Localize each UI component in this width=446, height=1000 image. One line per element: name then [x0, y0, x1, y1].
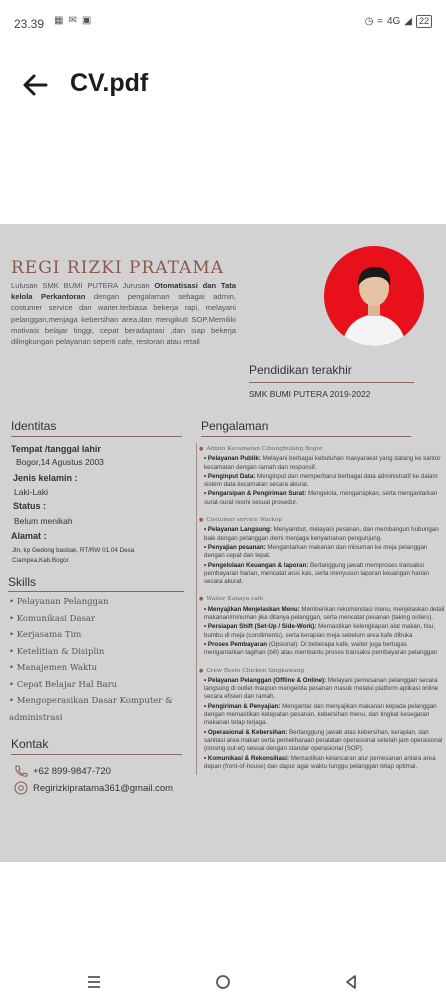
- wifi-icon: ≈: [377, 16, 383, 27]
- skills-list: [9, 597, 189, 729]
- skill-item: • Manajemen Waktu: [9, 663, 98, 673]
- contact-email: Regirizkipratama361@gmail.com: [33, 782, 174, 794]
- experience-item: [204, 703, 445, 728]
- experience-item: [204, 473, 445, 490]
- gender-value: Laki-Laki: [14, 487, 49, 497]
- status-bar: [0, 0, 446, 40]
- experience-item: [204, 755, 445, 772]
- experience-item-text: Melayani pemesanan pelanggan secara langsung di outlet maupun mengelola pesanan masuk melalui platform aplikasi online secara efisien dan ramah.: [204, 676, 439, 701]
- experience-item-title: • Penyajian pesanan:: [204, 543, 266, 551]
- experience-item-title: • Komunikasi & Rekonsiliasi:: [204, 754, 290, 762]
- profile-photo: [324, 246, 424, 346]
- person-photo-icon: [324, 246, 424, 346]
- contact-title: Kontak: [11, 737, 49, 751]
- contact-phone: +62 899-9847-720: [33, 765, 111, 777]
- battery-icon: 22: [416, 15, 432, 28]
- recent-apps-icon: [82, 970, 106, 994]
- experience-item-text: Mengantar dan menyajikan makanan kepada pelanggan dengan memastikan ketepatan pesanan, kebersihan menu, dan tingkat kesegaran makanan tetap terjaga.: [204, 702, 437, 727]
- experience-item-text: Mengantarkan makanan dan minuman ke meja pelanggan dengan cepat dan tepat.: [204, 543, 428, 560]
- skills-divider: [8, 591, 184, 592]
- experience-item-text: Memastikan kelancaran alur pemesanan antara area depan (front-of-house) dan dapur agar waktu tunggu pelanggan tetap optimal.: [204, 754, 436, 770]
- image-icon: ▦: [54, 15, 64, 26]
- experience-item-title: • Operasional & Kebersihan:: [204, 728, 288, 736]
- experience-item: [204, 677, 445, 702]
- experience-item-text: (Opsional): Di beberapa kafe, waiter juga bertugas mengantarkan tagihan (bill) atau membantu proses transaksi pembayaran pelanggan: [204, 640, 438, 657]
- contact-email-row: [14, 781, 173, 795]
- experience-gap: [201, 587, 445, 593]
- skills-title: Skills: [8, 575, 37, 589]
- alarm-icon: ◷: [364, 16, 374, 27]
- screen-record-icon: ▣: [81, 15, 92, 26]
- skill-item: administrasi: [9, 712, 63, 723]
- experience-gap: [201, 659, 445, 665]
- back-button[interactable]: [18, 67, 54, 103]
- home-icon: [211, 970, 235, 994]
- contact-phone-row: [14, 765, 111, 777]
- experience-item-text: Menyambut, melayani pesanan, dan membangun hubungan baik dengan pelanggan demi menjaga kenyamanan pengunjung.: [204, 526, 439, 542]
- experience-item-text: Mengelola, mengarsipkan, serta mengantarkan surat-surat resmi sesuai prosedur.: [204, 490, 438, 506]
- experience-item: [204, 526, 445, 543]
- birth-label: Tempat /tanggal lahir: [11, 444, 101, 454]
- status-time: 23.39: [14, 17, 45, 31]
- experience-item: [204, 562, 445, 587]
- experience-item-text: Melayani berbagai kebutuhan masyarakat yang datang ke kantor kecamatan dengan ramah dan responsif.: [204, 455, 441, 471]
- experience-item-text: Bertanggung jawab memproses transaksi pembayaran harian, mencatat arus kas, serta menyusun laporan keuangan harian secara akurat.: [204, 561, 429, 586]
- address-label: Alamat :: [11, 531, 47, 541]
- recent-apps-button[interactable]: [82, 970, 106, 994]
- experience-place: ● Crew Resto Chicken Singkawang: [199, 667, 445, 675]
- experience-item: [204, 606, 445, 623]
- experience-divider: [201, 436, 411, 437]
- experience-item-title: • Pengarsipan & Pengiriman Surat:: [204, 490, 307, 498]
- experience-place: ● Waiter Kanaya cafe: [199, 595, 445, 603]
- experience-item-title: • Persiapan Shift (Set-Up / Side-Work):: [204, 623, 317, 631]
- system-back-button[interactable]: [339, 970, 363, 994]
- experience-item-title: • Penginput Data:: [204, 472, 256, 480]
- nav-bar: [0, 960, 446, 1000]
- skill-item: • Komunikasi Dasar: [9, 613, 96, 624]
- experience-item: [204, 455, 445, 472]
- document-title: CV.pdf: [70, 69, 149, 97]
- status-value: Belum menikah: [14, 516, 73, 526]
- skill-item: • Cepat Belajar Hal Baru: [9, 679, 118, 690]
- experience-item-title: • Pelayanan Langsung:: [204, 526, 272, 534]
- experience-item-title: • Pengelolaan Keuangan & laporan:: [204, 561, 309, 569]
- address-line2: Ciampea,Kab.Bogor: [12, 557, 69, 564]
- back-icon: [339, 970, 363, 994]
- experience-gap: [201, 508, 445, 514]
- experience-item: [204, 641, 445, 658]
- at-icon: [14, 781, 28, 795]
- education-title: Pendidikan terakhir: [249, 363, 352, 377]
- experience-item-text: Memastikan kelengkapan alat makan, tisu, bumbu di meja (condiments), serta kerapian meja sebelum area kafe dibuka: [204, 623, 436, 639]
- experience-item-title: • Pengiriman & Penyajian:: [204, 702, 281, 710]
- identity-divider: [11, 436, 182, 437]
- experience-item-title: • Proses Pembayaran: [204, 640, 268, 648]
- experience-title: Pengalaman: [201, 419, 269, 433]
- experience-item-title: • Pelayanan Pelanggan (Offline & Online):: [204, 676, 327, 684]
- experience-item-text: Menginput dan memperbarui berbagai data administratif ke dalam sistem data kecamatan secara akurat.: [204, 472, 438, 489]
- cv-summary: Lulusan SMK BUMI PUTERA Jurusan Otomatisasi dan Tata kelola Perkantoran dengan pengalaman sebagai admin, costumer service dan waiter.terbiasa bekerja rapi, melayani pelanggan,menjaga kebersihan area,dan mengikuti SOP.Memiliki motivasi belajar tinggi, cepat beradaptasi ,dan siap bekerja dilingkungan pelayanan seperti cafe, restoran atau retail: [11, 281, 236, 347]
- network-type: 4G: [386, 16, 401, 27]
- app-bar: [0, 55, 446, 115]
- signal-icon: ◢: [404, 16, 412, 27]
- gender-label: Jenis kelamin :: [13, 473, 78, 483]
- experience-place: ● Admin Kecamatan Cibungbulang Bogor: [199, 445, 445, 453]
- address-line1: Jln, kp Gedong basbak, RT/RW 01.04 Desa: [12, 547, 135, 554]
- identity-title: Identitas: [11, 419, 57, 433]
- experience-item: [204, 490, 445, 507]
- experience-item-text: Memberikan rekomendasi menu, menjelaskan detail makanan/minuman jika ditanya pelanggan, serta mencatat pesanan (taking orders).: [204, 605, 445, 622]
- mail-icon: ✉: [68, 15, 77, 26]
- cv-page: [0, 224, 446, 862]
- experience-item: [204, 729, 445, 754]
- cv-name: REGI RIZKI PRATAMA: [11, 258, 225, 278]
- contact-divider: [11, 754, 182, 755]
- notification-icons: [54, 15, 91, 26]
- experience-item-title: • Pelayanan Publik:: [204, 455, 261, 463]
- skill-item: • Mengoperasikan Dasar Komputer &: [9, 696, 173, 706]
- birth-value: Bogor,14 Agustus 2003: [16, 457, 104, 467]
- education-school: SMK BUMI PUTERA 2019-2022: [249, 389, 371, 399]
- education-divider: [249, 382, 414, 383]
- arrow-left-icon: [18, 67, 54, 103]
- status-label: Status :: [13, 501, 47, 511]
- skill-item: • Kerjasama Tim: [9, 630, 82, 640]
- experience-item-title: • Menyajikan Menjelaskan Menu:: [204, 605, 300, 613]
- system-icons: [365, 15, 432, 28]
- experience-item: [204, 544, 445, 561]
- experience-item: [204, 623, 445, 640]
- phone-icon: [14, 765, 28, 777]
- skill-item: • Ketelitian & Disiplin: [9, 646, 105, 657]
- pdf-viewer[interactable]: [0, 224, 446, 862]
- experience-place: ● Costumer service Warkop: [199, 516, 445, 524]
- home-button[interactable]: [211, 970, 235, 994]
- skill-item: • Pelayanan Pelanggan: [9, 597, 109, 607]
- experience-timeline: [196, 443, 197, 775]
- experience-list: [201, 443, 445, 772]
- experience-item-text: Bertanggung jawab atas kebersihan, kerapian, dan sanitasi area makan serta pemeliharaan peralatan operasional setelah jam operasional (closing out-et) sesuai dengan standar operasional (SOP).: [204, 728, 443, 753]
